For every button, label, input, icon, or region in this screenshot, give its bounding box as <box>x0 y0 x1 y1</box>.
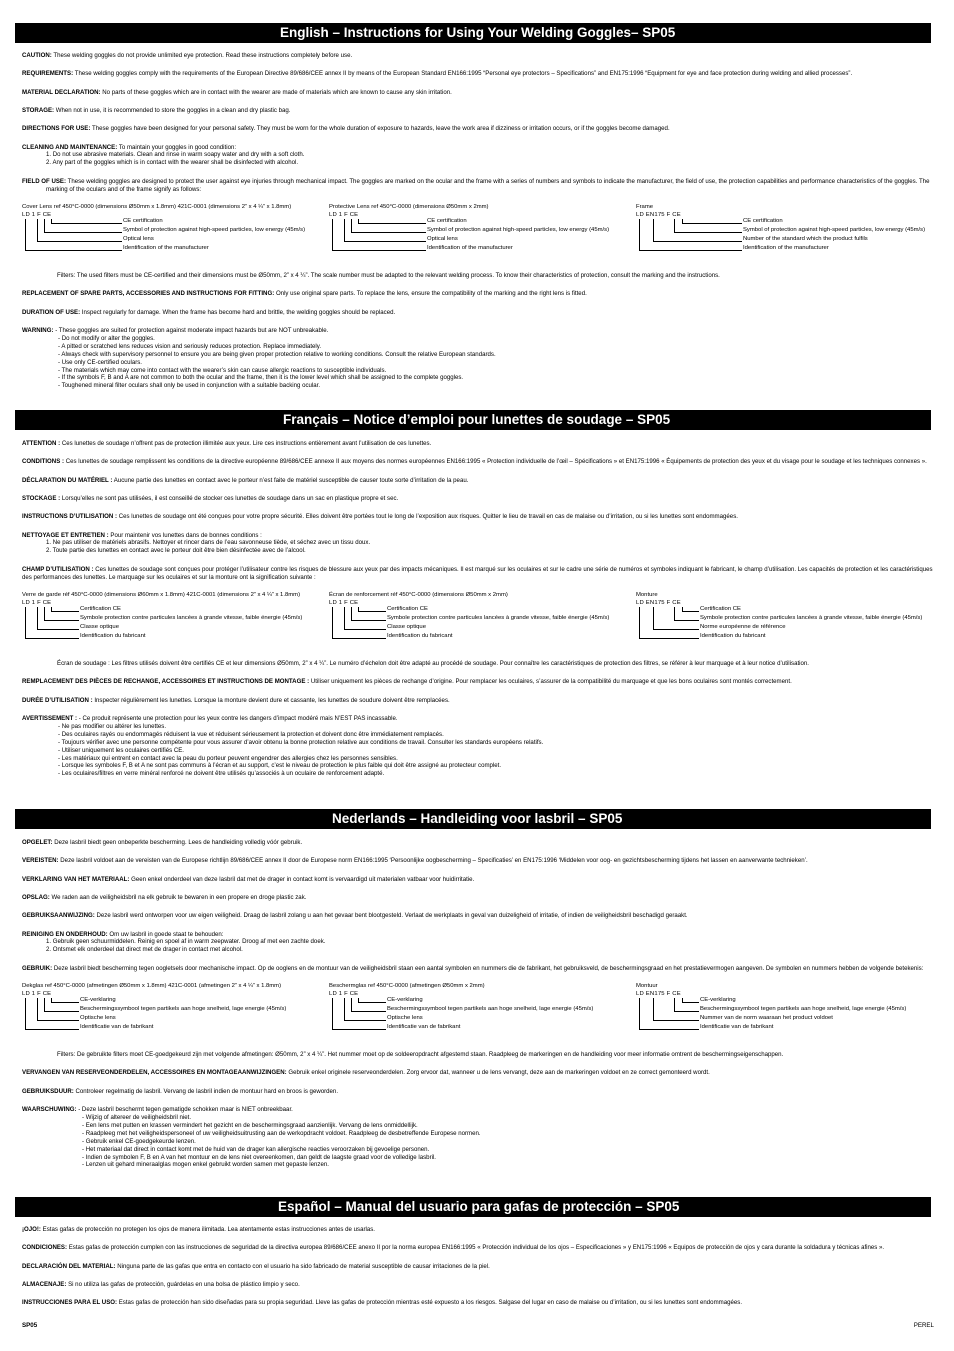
instructions-paragraph <box>22 513 934 521</box>
caution-paragraph <box>22 52 934 60</box>
text-line: - Lenzen uit gehard mineraalglas mogen enkel gebruikt worden samen met gepaste lenzen. <box>82 1161 329 1169</box>
text-line: Beschermingssymbool tegen partikels aan hoge snelheid, lage energie (45m/s) <box>387 1006 594 1013</box>
footer-model: SP05 <box>22 1322 38 1329</box>
text-line: Symbol of protection against high-speed particles, low energy (45m/s) <box>123 227 306 234</box>
text-line: Certification CE <box>80 606 121 613</box>
text-line: LD EN175 F CE <box>636 990 681 997</box>
paragraph-text: Utiliser uniquement les pièces de rechange d’origine. Pour remplacer les oculaires, s’assurer de la compatibilité du marquage et que les bons oculaires sont montés correctement. <box>310 678 792 686</box>
marking-leader-line <box>639 607 699 639</box>
caution-paragraph <box>22 839 934 847</box>
directions-paragraph <box>22 125 934 133</box>
marking-cover-lens <box>22 592 322 645</box>
paragraph-text: - These goggles are suited for protection against moderate impact hazards but are NOT unbreakable. <box>55 326 329 334</box>
text-line: 2. Ontsmet elk onderdeel dat direct met de drager in contact met alcohol. <box>46 946 243 954</box>
text-line: - Des oculaires rayés ou endommagés réduisent la vue et réduisent sérieusement la protection et doivent donc être immédiatement remplacés. <box>58 730 444 738</box>
marking-frame <box>636 204 936 257</box>
text-line: Identification of the manufacturer <box>743 245 829 252</box>
text-line: 1. Ne pas utiliser de matériels abrasifs. Nettoyer et rincer dans de l’eau savonneuse tiède, et séchez avec un tissu doux. <box>46 539 371 547</box>
text-line: CE-verklaring <box>387 997 423 1004</box>
paragraph-heading: ALMACENAJE: <box>22 1280 67 1288</box>
marking-leader-line <box>332 998 386 1030</box>
paragraph-text: Ces lunettes de soudage remplissent les conditions de la directive européenne 89/686/CEE annexe II aux moyens des normes européennes EN166:1995 « Protection individuelle de l’œil – Spécifications » et EN175:1996 « Équipements de protection des yeux et du visage pour le soudage et les techniques connexes ». <box>65 458 927 466</box>
paragraph-heading: DIRECTIONS FOR USE: <box>22 125 91 133</box>
paragraph-text: - Deze lasbril beschermt tegen gematigde schokken maar is NIET onbreekbaar. <box>78 1105 293 1113</box>
text-line: - Toughened mineral filter oculars shall only be used in conjunction with a suitable backing ocular. <box>58 382 321 390</box>
paragraph-text: Lorsqu’elles ne sont pas utilisées, il est conseillé de stocker ces lunettes de soudage dans un sac en plastique propre et sec. <box>61 494 399 502</box>
duration-paragraph <box>22 697 934 705</box>
paragraph-heading: DURÉE D’UTILISATION : <box>22 696 93 704</box>
paragraph-heading: CONDITIONS : <box>22 458 64 466</box>
paragraph-text: Inspecter régulièrement les lunettes. Lorsque la monture devient dure et cassante, les lunettes de soudure doivent être remplacées. <box>94 696 450 704</box>
cleaning-paragraph <box>22 532 934 556</box>
text-line: 2. Any part of the goggles which is in contact with the wearer shall be disinfected with alcohol. <box>46 159 299 167</box>
text-line: CE certification <box>743 218 783 225</box>
paragraph-heading: CHAMP D’UTILISATION : <box>22 565 94 573</box>
storage-paragraph <box>22 894 934 902</box>
text-line: Écran de renforcement réf 450°C-0000 (dimensions Ø50mm x 2mm) <box>329 591 508 598</box>
text-line: LD 1 F CE <box>22 990 52 997</box>
text-line: - Toujours vérifier avec une personne compétente pour vous assurer d’avoir obtenu la bonne protection relative aux conditions de travail. Consulter les standards européens relatifs. <box>58 738 544 746</box>
text-line: LD EN175 F CE <box>636 211 681 218</box>
paragraph-heading: REMPLACEMENT DES PIÈCES DE RECHANGE, ACCESSOIRES ET INSTRUCTIONS DE MONTAGE : <box>22 678 310 686</box>
paragraph-heading: WAARSCHUWING: <box>22 1105 77 1113</box>
paragraph-text: Estas gafas de protección no protegen los ojos de manera ilimitada. Lea atentamente estas instrucciones antes de usarlas. <box>42 1226 375 1233</box>
warning-paragraph <box>22 715 934 778</box>
paragraph-text: Om uw lasbril in goede staat te behouden: <box>109 930 224 938</box>
text-line: Identification du fabricant <box>387 633 453 640</box>
text-line: - The materials which may come into contact with the wearer’s skin can cause allergic reactions to susceptible individuals. <box>58 366 387 374</box>
paragraph-text: Gebruik enkel originele reserveonderdelen. Zorg ervoor dat, wanneer u de lens vervangt, deze aan de markeringen voldoet en ze correct gemonteerd wordt. <box>288 1069 710 1077</box>
paragraph-heading: NETTOYAGE ET ENTRETIEN : <box>22 531 109 539</box>
text-line: 2. Toute partie des lunettes en contact avec le porteur doit être bien désinfectée avec de l’alcool. <box>46 547 306 555</box>
warning-paragraph <box>22 327 934 390</box>
paragraph-text: Si no utiliza las gafas de protección, guárdelas en una bolsa de plástico limpio y seco. <box>68 1280 300 1288</box>
instructions-paragraph <box>22 1299 934 1307</box>
marking-leader-line <box>639 219 742 251</box>
marking-lines <box>329 219 629 257</box>
text-line: Protective Lens ref 450°C-0000 (dimensions Ø50mm x 2mm) <box>329 203 489 210</box>
marking-leader-line <box>639 998 699 1030</box>
text-line: Beschermglas ref 450°C-0000 (afmetingen Ø50mm x 2mm) <box>329 983 485 990</box>
text-line: - Wijzig of altereer de veiligheidsbril niet. <box>82 1113 192 1121</box>
text-line: LD EN175 F CE <box>636 599 681 606</box>
paragraph-heading: CAUTION: <box>22 52 52 59</box>
marking-lines <box>636 607 936 645</box>
paragraph-text: Estas gafas de protección han sido diseñadas para su propia seguridad. Lleve las gafas de protección mientras esté expuesto a los riesgos. Salgase del lugar en caso de malaise ou d’irritation, ou si les lunettes sont endommagées. <box>118 1299 743 1307</box>
paragraph-heading: DURATION OF USE: <box>22 308 81 316</box>
marking-diagram <box>22 983 934 1041</box>
field-paragraph <box>22 178 934 194</box>
paragraph-text: Only use original spare parts. To replace the lens, ensure the compatibility of the marking and the right lens is fitted. <box>275 290 587 298</box>
text-line: LD 1 F CE <box>329 211 359 218</box>
paragraph-text: To maintain your goggles in good condition: <box>118 143 237 151</box>
text-line: Optical lens <box>123 236 154 243</box>
marking-frame <box>636 983 936 1036</box>
text-line: - Lorsque les symboles F, B et A ne sont pas communs à l’écran et au support, c’est le niveau de protection le plus faible qui doit être assigné au protecteur complet. <box>58 762 502 770</box>
text-line: - Do not modify or alter the goggles. <box>58 334 155 342</box>
warning-paragraph <box>22 1106 934 1169</box>
section-french <box>22 440 934 789</box>
paragraph-heading: OPSLAG: <box>22 893 50 901</box>
text-line: Symbole protection contre particules lancées à grande vitesse, faible énergie (45m/s) <box>80 615 303 622</box>
attention-paragraph <box>22 440 934 448</box>
marking-leader-line <box>25 998 79 1030</box>
replacement-paragraph <box>22 678 934 686</box>
paragraph-heading: INSTRUCCIONES PARA EL USO: <box>22 1299 118 1307</box>
text-line: - Ne pas modifier ou altérer les lunettes. <box>58 722 167 730</box>
paragraph-text: We raden aan de veiligheidsbril na elk gebruik te bewaren in een propere en droge plastic zak. <box>51 893 307 901</box>
text-line: Beschermingssymbool tegen partikels aan hoge snelheid, lage energie (45m/s) <box>700 1006 907 1013</box>
marking-lines <box>636 219 936 257</box>
text-line: Number of the standard which the product fulfils <box>743 236 868 243</box>
paragraph-heading: STORAGE: <box>22 106 55 114</box>
text-line: Symbole protection contre particules lancées à grande vitesse, faible énergie (45m/s) <box>700 615 923 622</box>
section-english <box>22 52 934 401</box>
text-line: - Het materiaal dat direct in contact komt met de huid van de drager kan allergische reacties veroorzaken bij gevoelige personen. <box>82 1145 430 1153</box>
paragraph-heading: REPLACEMENT OF SPARE PARTS, ACCESSORIES AND INSTRUCTIONS FOR FITTING: <box>22 290 275 298</box>
text-line: Optische lens <box>387 1015 423 1022</box>
paragraph-text: Deze lasbril biedt bescherming tegen oogletsels door mechanische impact. Op de ooglens en de montuur van de veiligheidsbril staan een aantal symbolen en nummers die de fabrikant, het gebruiksveld, de beschermingsgraad en het prestatievermogen aangeven. De symbolen en nummers hebben de volgende betekenis: <box>53 964 924 972</box>
text-line: Identification du fabricant <box>80 633 146 640</box>
filters-paragraph: Filters: De gebruikte filters moet CE-goedgekeurd zijn met volgende afmetingen: Ø50mm, 2” x 4 ¼”. Het nummer moet op de soldeeropdracht afgestemd staan. Raadpleeg de markeringen en de handleiding voor meer informatie omtrent de beschermingseigenschappen. <box>57 1051 784 1059</box>
text-line: CE certification <box>427 218 467 225</box>
text-line: - Een lens met putten en krassen vermindert het gezicht en de beschermingsgraad aanzienlijk. Vervang de lens onmiddellijk. <box>82 1121 418 1129</box>
section-header-french: Français – Notice d’emploi pour lunettes de soudage – SP05 <box>15 410 931 430</box>
marking-frame <box>636 592 936 645</box>
paragraph-heading: VERVANGEN VAN RESERVEONDERDELEN, ACCESSOIRES EN MONTAGEAANWIJZINGEN: <box>22 1069 287 1077</box>
field-paragraph <box>22 965 934 973</box>
section-header-spanish: Español – Manual del usuario para gafas de protección – SP05 <box>15 1197 931 1217</box>
text-line: Verre de garde réf 450°C-0000 (dimensions Ø60mm x 1.8mm) 421C-0001 (dimensions 2” x 4 ¼” x 1.8mm) <box>22 591 301 598</box>
paragraph-heading: ¡OJO!: <box>22 1226 41 1233</box>
text-line: Optische lens <box>80 1015 116 1022</box>
filters-paragraph: Écran de soudage : Les filtres utilisés doivent être certifiés CE et leur dimensions Ø50mm, 2” x 4 ¼”. Le numéro d’échelon doit être adapté au procédé de soudage. Pour connaître les caractéristiques de protection des filtres, se référer à leur marquage et à leur notice d’utilisation. <box>57 659 809 667</box>
paragraph-text: Ces lunettes de soudage ont été conçues pour votre propre sécurité. Elles doivent être portées tout le long de l’exposition aux risques. Quitter le lieu de travail en cas de malaise ou d’irritation, ou si les lunettes sont endommagées. <box>118 513 738 521</box>
text-line: Identification of the manufacturer <box>123 245 209 252</box>
paragraph-heading: WARNING: <box>22 326 54 334</box>
text-line: Classe optique <box>80 624 119 631</box>
section-dutch <box>22 839 934 1180</box>
text-line: 1. Gebruik geen schuurmiddelen. Reinig en spoel af in warm zeepwater. Droog af met een zachte doek. <box>46 938 326 946</box>
text-line: Dekglas ref 450°C-0000 (afmetingen Ø50mm x 1.8mm) 421C-0001 (afmetingen 2” x 4 ¼” x 1.8mm) <box>22 983 282 990</box>
section-spanish <box>22 1226 934 1318</box>
text-line: LD 1 F CE <box>22 599 52 606</box>
marking-cover-lens <box>22 983 322 1036</box>
paragraph-heading: STOCKAGE : <box>22 494 61 502</box>
text-line: - A pitted or scratched lens reduces vision and seriously reduces protection. Replace immediately. <box>58 342 322 350</box>
text-line: Monture <box>636 591 658 598</box>
text-line: - Always check with supervisory personnel to ensure you are being given proper protection relative to working conditions. Consult the relative European standards. <box>58 350 496 358</box>
replacement-paragraph <box>22 290 934 298</box>
duration-paragraph <box>22 1088 934 1096</box>
paragraph-text: Pour maintenir vos lunettes dans de bonnes conditions : <box>110 531 262 539</box>
paragraph-text: These welding goggles do not provide unlimited eye protection. Read these instructions completely before use. <box>53 52 353 59</box>
text-line: Certification CE <box>700 606 741 613</box>
replacement-paragraph <box>22 1069 934 1077</box>
marking-lines <box>636 998 936 1036</box>
marking-leader-line <box>332 219 426 251</box>
text-line: - Les matériaux qui entrent en contact avec la peau du porteur peuvent engendrer des allergies chez les personnes sensibles. <box>58 754 398 762</box>
paragraph-text: Estas gafas de protección cumplen con las instrucciones de seguridad de la directiva europea 89/686/CEE anexo II por la norma europea EN166:1995 « Protección individual de los ojos – Especificaciones » y EN175:1996 « Equipos de protección de ojos y cara durante la soldadura y técnicas afines ». <box>68 1244 885 1252</box>
text-line: CE-verklaring <box>700 997 736 1004</box>
paragraph-text: These welding goggles are designed to protect the user against eye injuries through mechanical impact. The goggles are marked on the ocular and the frame with a series of numbers and symbols to indicate the manufacturer, the field of use, the protection capabilities and performance characteristics of the goggles. The marking of the oculars and of the frame signify as follows: <box>46 177 930 193</box>
marking-cover-lens <box>22 204 322 257</box>
marking-protective-lens <box>329 204 629 257</box>
paragraph-text: These welding goggles comply with the requirements of the European Directive 89/686/CEE annex II by means of the European Standard EN166:1995 “Personal eye protectors – Specifications” and EN175:1996 “Equipment for eye and face protection during welding and allied processes”. <box>74 70 853 78</box>
paragraph-heading: ATTENTION : <box>22 440 61 447</box>
conditions-paragraph <box>22 1244 934 1252</box>
text-line: - Les oculaires/filtres en verre minéral renforcé ne doivent être utilisés qu’associés à un oculaire de renforcement adapté. <box>58 770 385 778</box>
conditions-paragraph <box>22 458 934 466</box>
marking-lines <box>22 607 322 645</box>
marking-protective-lens <box>329 592 629 645</box>
marking-lines <box>329 998 629 1036</box>
storage-paragraph <box>22 495 934 503</box>
text-line: 1. Do not use abrasive materials. Clean and rinse in warm soapy water and dry with a soft cloth. <box>46 151 305 159</box>
paragraph-text: - Ce produit représente une protection pour les yeux contre les dangers d’impact modéré mais N’EST PAS incassable. <box>78 714 398 722</box>
text-line: LD 1 F CE <box>329 990 359 997</box>
marking-leader-line <box>25 607 79 639</box>
field-paragraph <box>22 566 934 582</box>
material-paragraph <box>22 1263 934 1271</box>
text-line: Identificatie van de fabrikant <box>80 1024 154 1031</box>
marking-diagram <box>22 592 934 650</box>
section-header-english: English – Instructions for Using Your Welding Goggles– SP05 <box>15 23 931 43</box>
text-line: CE certification <box>123 218 163 225</box>
paragraph-text: Ninguna parte de las gafas que entra en contacto con el usuario ha sido fabricado de material susceptible de causar irritaciones de la piel. <box>117 1262 490 1270</box>
text-line: Beschermingssymbool tegen partikels aan hoge snelheid, lage energie (45m/s) <box>80 1006 287 1013</box>
text-line: Symbole protection contre particules lancées à grande vitesse, faible énergie (45m/s) <box>387 615 610 622</box>
paragraph-text: Ces lunettes de soudage n’offrent pas de protection illimitée aux yeux. Lire ces instructions entièrement avant l’utilisation de ces lunettes. <box>61 440 432 447</box>
text-line: Optical lens <box>427 236 458 243</box>
text-line: - Indien de symbolen F, B en A van het montuur en de lens niet overeenkomen, dan geldt de laagste graad voor de volledige lasbril. <box>82 1153 437 1161</box>
marking-protective-lens <box>329 983 629 1036</box>
paragraph-heading: MATERIAL DECLARATION: <box>22 88 101 96</box>
marking-diagram <box>22 204 934 262</box>
marking-lines <box>329 607 629 645</box>
paragraph-heading: AVERTISSEMENT : <box>22 714 78 722</box>
paragraph-heading: VERKLARING VAN HET MATERIAAL: <box>22 875 130 883</box>
text-line: Certification CE <box>387 606 428 613</box>
paragraph-text: When not in use, it is recommended to store the goggles in a clean and dry plastic bag. <box>55 106 291 114</box>
storage-paragraph <box>22 1281 934 1289</box>
paragraph-text: Deze lasbril voldoet aan de vereisten van de Europese richtlijn 89/686/CEE annex II door de Europese norm EN166:1995 ‘Persoonlijke oogbescherming – Specificaties’ en EN175:1996 ‘Middelen voor oog- en gezichtsbescherming tijdens het lassen en aanverwante technieken’. <box>60 857 808 865</box>
material-paragraph <box>22 477 934 485</box>
text-line: Symbol of protection against high-speed particles, low energy (45m/s) <box>427 227 610 234</box>
text-line: CE-verklaring <box>80 997 116 1004</box>
text-line: Classe optique <box>387 624 426 631</box>
paragraph-text: Aucune partie des lunettes en contact avec le porteur n’est faite de matériel susceptible de causer toute sorte d’irritation de la peau. <box>113 476 469 484</box>
paragraph-text: Inspect regularly for damage. When the frame has become hard and brittle, the welding goggles should be replaced. <box>81 308 396 316</box>
text-line: Montuur <box>636 983 658 990</box>
cleaning-paragraph <box>22 931 934 955</box>
paragraph-heading: FIELD OF USE: <box>22 177 67 185</box>
paragraph-heading: REINIGING EN ONDERHOUD: <box>22 930 108 938</box>
paragraph-heading: CLEANING AND MAINTENANCE: <box>22 143 118 151</box>
paragraph-heading: GEBRUIKSDUUR: <box>22 1087 74 1095</box>
text-line: - Gebruik enkel CE-goedgekeurde lenzen. <box>82 1137 196 1145</box>
requirements-paragraph <box>22 857 934 865</box>
text-line: Cover Lens ref 450°C-0000 (dimensions Ø50mm x 1.8mm) 421C-0001 (dimensions 2” x 4 ¼” x 1.8mm) <box>22 203 292 210</box>
paragraph-text: Deze lasbril biedt geen onbeperkte bescherming. Lees de handleiding volledig vóór gebruik. <box>54 839 303 846</box>
material-paragraph <box>22 876 934 884</box>
footer-brand: PEREL <box>913 1322 934 1329</box>
caution-paragraph <box>22 1226 934 1234</box>
text-line: - If the symbols F, B and A are not common to both the ocular and the frame, then it is the lower level which shall be assigned to the complete goggles. <box>58 374 464 382</box>
paragraph-heading: CONDICIONES: <box>22 1244 68 1252</box>
text-line: Norme européenne de référence <box>700 624 786 631</box>
paragraph-heading: GEBRUIKSAANWIJZING: <box>22 912 95 920</box>
paragraph-heading: REQUIREMENTS: <box>22 70 74 78</box>
paragraph-heading: INSTRUCTIONS D’UTILISATION : <box>22 513 118 521</box>
storage-paragraph <box>22 107 934 115</box>
paragraph-text: No parts of these goggles which are in contact with the wearer are made of materials which are known to cause any skin irritation. <box>102 88 452 96</box>
text-line: Frame <box>636 203 654 210</box>
cleaning-paragraph <box>22 144 934 168</box>
marking-leader-line <box>25 219 122 251</box>
section-header-dutch: Nederlands – Handleiding voor lasbril – SP05 <box>15 809 931 829</box>
directions-paragraph <box>22 912 934 920</box>
paragraph-text: Deze lasbril werd ontworpen voor uw eigen veiligheid. Draag de lasbril zolang u aan het gevaar bent blootgesteld. Verlaat de werkplaats in geval van duizeligheid of irritatie, of indien de veiligheidsbril beschadigd geraakt. <box>96 912 688 920</box>
material-paragraph <box>22 89 934 97</box>
marking-lines <box>22 998 322 1036</box>
text-line: Nummer van de norm waaraan het product voldoet <box>700 1015 833 1022</box>
marking-leader-line <box>332 607 386 639</box>
text-line: - Use only CE-certified oculars. <box>58 358 142 366</box>
duration-paragraph <box>22 309 934 317</box>
paragraph-text: Controleer regelmatig de lasbril. Vervang de lasbril indien de montuur hard en broos is geworden. <box>75 1087 339 1095</box>
text-line: Identification of the manufacturer <box>427 245 513 252</box>
marking-lines <box>22 219 322 257</box>
filters-paragraph: Filters: The used filters must be CE-certified and their dimensions must be Ø50mm, 2” x 4 ¼”. The scale number must be adapted to the relevant welding process. To know their characteristics of protection, consult the marking and the instructions. <box>57 271 720 279</box>
paragraph-heading: VEREISTEN: <box>22 857 59 865</box>
text-line: LD 1 F CE <box>329 599 359 606</box>
requirements-paragraph <box>22 70 934 78</box>
paragraph-text: Ces lunettes de soudage sont conçues pour protéger l’utilisateur contre les risques de blessure aux yeux par des impacts mécaniques. Il est marqué sur les oculaires et sur le cadre une série de numéros et symboles indiquant le fabricant, le champ d’utilisation. Les capacités de protection et les caractéristiques des performances des lunettes. Le marquage sur les oculaires et sur la monture ont la signification suivante : <box>22 565 933 581</box>
paragraph-heading: GEBRUIK: <box>22 964 53 972</box>
text-line: Identification du fabricant <box>700 633 766 640</box>
text-line: LD 1 F CE <box>22 211 52 218</box>
text-line: Identificatie van de fabrikant <box>387 1024 461 1031</box>
paragraph-text: Geen enkel onderdeel van deze lasbril dat met de drager in contact komt is vervaardigd uit materialen vatbaar voor huidirritatie. <box>131 875 475 883</box>
text-line: - Raadpleeg met het veiligheidspersoneel of uw veiligheidsuitrusting aan de werkopdracht voldoet. Raadpleeg de desbetreffende Europese normen. <box>82 1129 481 1137</box>
text-line: Symbol of protection against high-speed particles, low energy (45m/s) <box>743 227 926 234</box>
paragraph-text: These goggles have been designed for your personal safety. They must be worn for the whole duration of exposure to hazards, leave the work area if dizziness or irritation occurs, or if the goggles become damaged. <box>91 125 670 133</box>
paragraph-heading: DECLARACIÓN DEL MATERIAL: <box>22 1262 116 1270</box>
text-line: Identificatie van de fabrikant <box>700 1024 774 1031</box>
paragraph-heading: OPGELET: <box>22 839 53 846</box>
paragraph-heading: DÉCLARATION DU MATÉRIEL : <box>22 476 113 484</box>
text-line: - Utiliser uniquement les oculaires certifiés CE. <box>58 746 184 754</box>
